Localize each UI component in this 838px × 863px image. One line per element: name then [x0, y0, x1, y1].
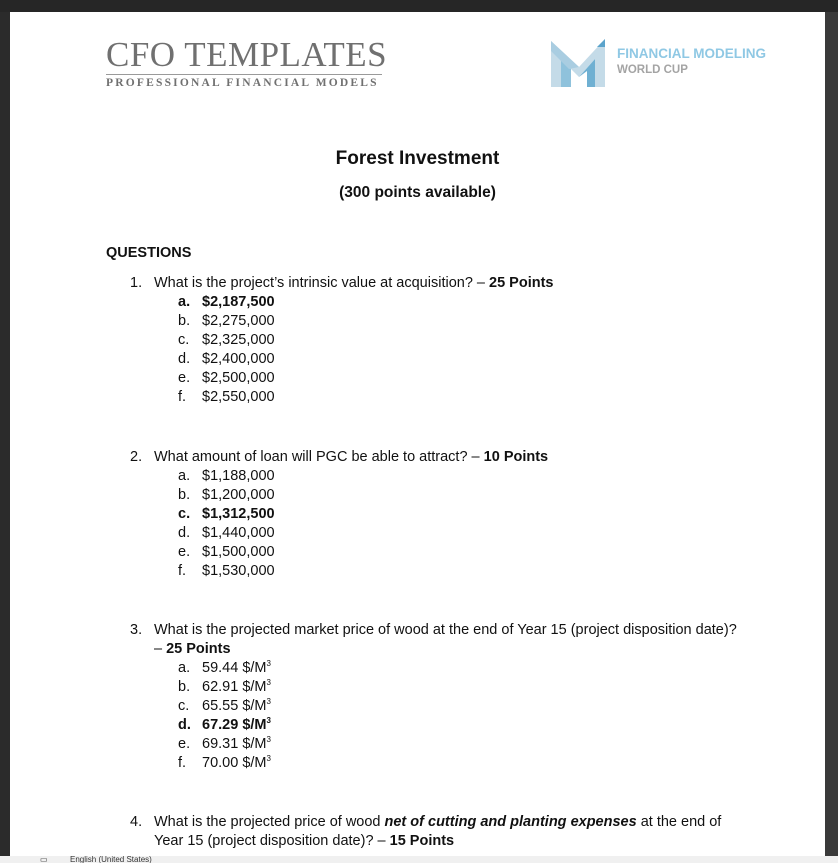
option-letter: b.	[178, 679, 191, 695]
option-text: 70.00 $/M	[202, 755, 267, 771]
options-list	[106, 467, 746, 581]
option-letter: d.	[178, 351, 191, 367]
option-text: $2,500,000	[202, 370, 275, 386]
option-e	[106, 735, 746, 754]
option-superscript: 3	[266, 716, 271, 725]
option-text: 65.55 $/M	[202, 698, 267, 714]
question-number: 4.	[130, 814, 143, 830]
cfo-templates-logo	[106, 35, 388, 89]
question-1	[106, 274, 746, 407]
option-text: $2,325,000	[202, 332, 275, 348]
question-points: 10 Points	[483, 449, 549, 465]
option-text: $2,275,000	[202, 313, 275, 329]
option-letter: e.	[178, 736, 191, 752]
document-title: Forest Investment	[335, 148, 500, 169]
question-prompt: What is the projected price of wood	[154, 814, 385, 830]
option-d	[106, 350, 746, 369]
question-prompt: What is the project’s intrinsic value at acquisition? –	[154, 275, 490, 291]
fmwc-line1: FINANCIAL MODELING	[617, 46, 766, 61]
option-letter: b.	[178, 487, 191, 503]
question-points: 15 Points	[389, 833, 455, 849]
cfo-logo-title: CFO TEMPLATES	[106, 35, 388, 74]
question-prompt: What amount of loan will PGC be able to attract? –	[154, 449, 484, 465]
option-b	[106, 678, 746, 697]
question-prompt-cont: at the end of Year 15 (project disposition date)? –	[154, 814, 722, 849]
option-a	[106, 659, 746, 678]
question-points: 25 Points	[166, 641, 231, 657]
option-letter: e.	[178, 544, 191, 560]
fmwc-mark-icon	[549, 37, 609, 89]
section-heading: QUESTIONS	[106, 245, 192, 261]
option-e	[106, 543, 746, 562]
option-text: 69.31 $/M	[202, 736, 267, 752]
option-superscript: 3	[266, 659, 271, 668]
scroll-gutter[interactable]	[825, 12, 838, 863]
financial-modeling-world-cup-logo	[549, 37, 789, 89]
option-letter: d.	[178, 717, 191, 733]
language-indicator[interactable]: English (United States)	[70, 856, 152, 863]
option-text: $2,187,500	[202, 294, 275, 310]
question-prompt: What is the projected market price of wood at the end of Year 15 (project disposition date)? –	[154, 622, 737, 657]
option-b	[106, 312, 746, 331]
window-top-bar	[0, 0, 838, 12]
question-text	[106, 621, 746, 659]
option-text: $1,530,000	[202, 563, 275, 579]
option-f	[106, 754, 746, 773]
option-letter: d.	[178, 525, 191, 541]
option-c	[106, 697, 746, 716]
option-letter: f.	[178, 755, 187, 771]
option-superscript: 3	[266, 678, 271, 687]
cfo-logo-subtitle: PROFESSIONAL FINANCIAL MODELS	[106, 77, 379, 89]
question-3	[106, 621, 746, 773]
option-c	[106, 505, 746, 524]
question-4	[106, 813, 746, 851]
status-bar	[0, 856, 838, 863]
option-letter: b.	[178, 313, 191, 329]
document-subtitle: (300 points available)	[339, 184, 496, 201]
option-letter: c.	[178, 332, 190, 348]
option-letter: c.	[178, 698, 190, 714]
option-c	[106, 331, 746, 350]
option-letter: c.	[178, 506, 191, 522]
option-text: $1,440,000	[202, 525, 275, 541]
option-letter: a.	[178, 294, 191, 310]
option-letter: a.	[178, 660, 191, 676]
option-b	[106, 486, 746, 505]
question-2	[106, 448, 746, 581]
option-superscript: 3	[266, 754, 271, 763]
question-text	[106, 448, 746, 467]
option-d	[106, 716, 746, 735]
option-text: $2,550,000	[202, 389, 275, 405]
option-superscript: 3	[266, 697, 271, 706]
option-text: $1,188,000	[202, 468, 275, 484]
options-list	[106, 293, 746, 407]
fmwc-text	[617, 46, 766, 78]
option-a	[106, 467, 746, 486]
option-text: $2,400,000	[202, 351, 275, 367]
question-text	[106, 274, 746, 293]
option-superscript: 3	[266, 735, 271, 744]
option-letter: a.	[178, 468, 191, 484]
option-e	[106, 369, 746, 388]
option-d	[106, 524, 746, 543]
question-points: 25 Points	[489, 275, 554, 291]
options-list	[106, 659, 746, 773]
question-number: 2.	[130, 449, 143, 465]
question-text	[106, 813, 746, 851]
question-emphasis: net of cutting and planting expenses	[384, 814, 637, 830]
option-f	[106, 388, 746, 407]
option-text: $1,312,500	[202, 506, 275, 522]
cfo-logo-rule	[106, 74, 382, 75]
question-number: 3.	[130, 622, 143, 638]
option-f	[106, 562, 746, 581]
option-letter: f.	[178, 389, 187, 405]
fmwc-line2: WORLD CUP	[617, 64, 688, 76]
proofing-icon[interactable]: ▭	[40, 856, 48, 863]
option-text: $1,200,000	[202, 487, 275, 503]
option-text: $1,500,000	[202, 544, 275, 560]
option-text: 62.91 $/M	[202, 679, 267, 695]
option-text: 67.29 $/M	[202, 717, 267, 733]
option-letter: e.	[178, 370, 191, 386]
option-text: 59.44 $/M	[202, 660, 267, 676]
question-number: 1.	[130, 275, 143, 291]
option-a	[106, 293, 746, 312]
option-letter: f.	[178, 563, 187, 579]
document-page	[10, 12, 825, 863]
